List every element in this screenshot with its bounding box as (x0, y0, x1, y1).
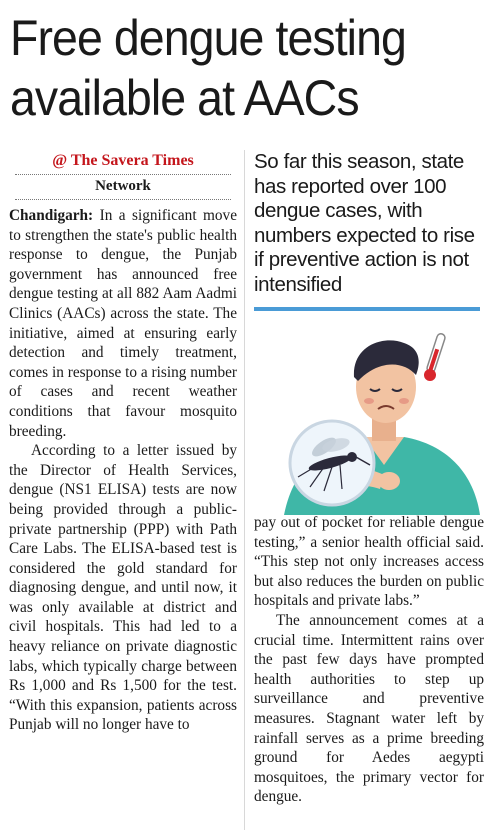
paragraph-1-text: In a significant move to strengthen the state's public health response to dengue, the Punjab government has announced free dengue testing at all 882 Aam Aadmi Clinics (AACs) across the state. The initiative, aimed at ensuring early detection and timely treatment, comes in response to a rising number of cases and recent weather conditions that favour mosquito breeding. (9, 207, 237, 440)
column-divider (244, 150, 245, 830)
pull-quote-rule (254, 307, 480, 311)
sick-man-illustration (254, 315, 484, 515)
thermometer-icon (424, 333, 446, 381)
byline-source: @ The Savera Times (52, 152, 194, 169)
headline (10, 8, 453, 128)
right-column-text (254, 513, 484, 807)
dateline: Chandigarh: (9, 207, 94, 224)
article-paragraph-2: According to a letter issued by the Director of Health Services, dengue (NS1 ELISA) tests are now being provided through a public-private partnership (PPP) with Path Care Labs. The ELISA-based test is considered the gold standard for diagnosing dengue, and until now, it was only available at district and civil hospitals. This had led to a heavy reliance on private diagnostic labs, which typically charge between Rs 1,000 and Rs 1,500 for the test. “With this expansion, patients across Punjab will no longer have to (9, 442, 237, 734)
headline-line-2: available at AACs (10, 70, 359, 126)
headline-line-1: Free dengue testing (10, 10, 406, 66)
article-paragraph-2-continued: pay out of pocket for reliable dengue testing,” a senior health official said. “This step not only increases access but also reduces the burden on public hospitals and private labs.” (254, 514, 484, 610)
byline-desk: Network (95, 178, 151, 194)
left-column (9, 150, 237, 735)
pull-quote: So far this season, state has reported over 100 dengue cases, with numbers expected to rise if preventive action is not intensified (254, 150, 475, 296)
right-column (254, 150, 484, 515)
byline-divider-bottom (15, 199, 231, 200)
article-paragraph-3: The announcement comes at a crucial time. Intermittent rains over the past few days have prompted health authorities to step up surveillance and preventive measures. Stagnant water left by rainfall serves as a prime breeding ground for Aedes aegypti mosquitoes, the primary vector for dengue. (254, 611, 484, 806)
article-paragraph-1 (9, 206, 237, 441)
